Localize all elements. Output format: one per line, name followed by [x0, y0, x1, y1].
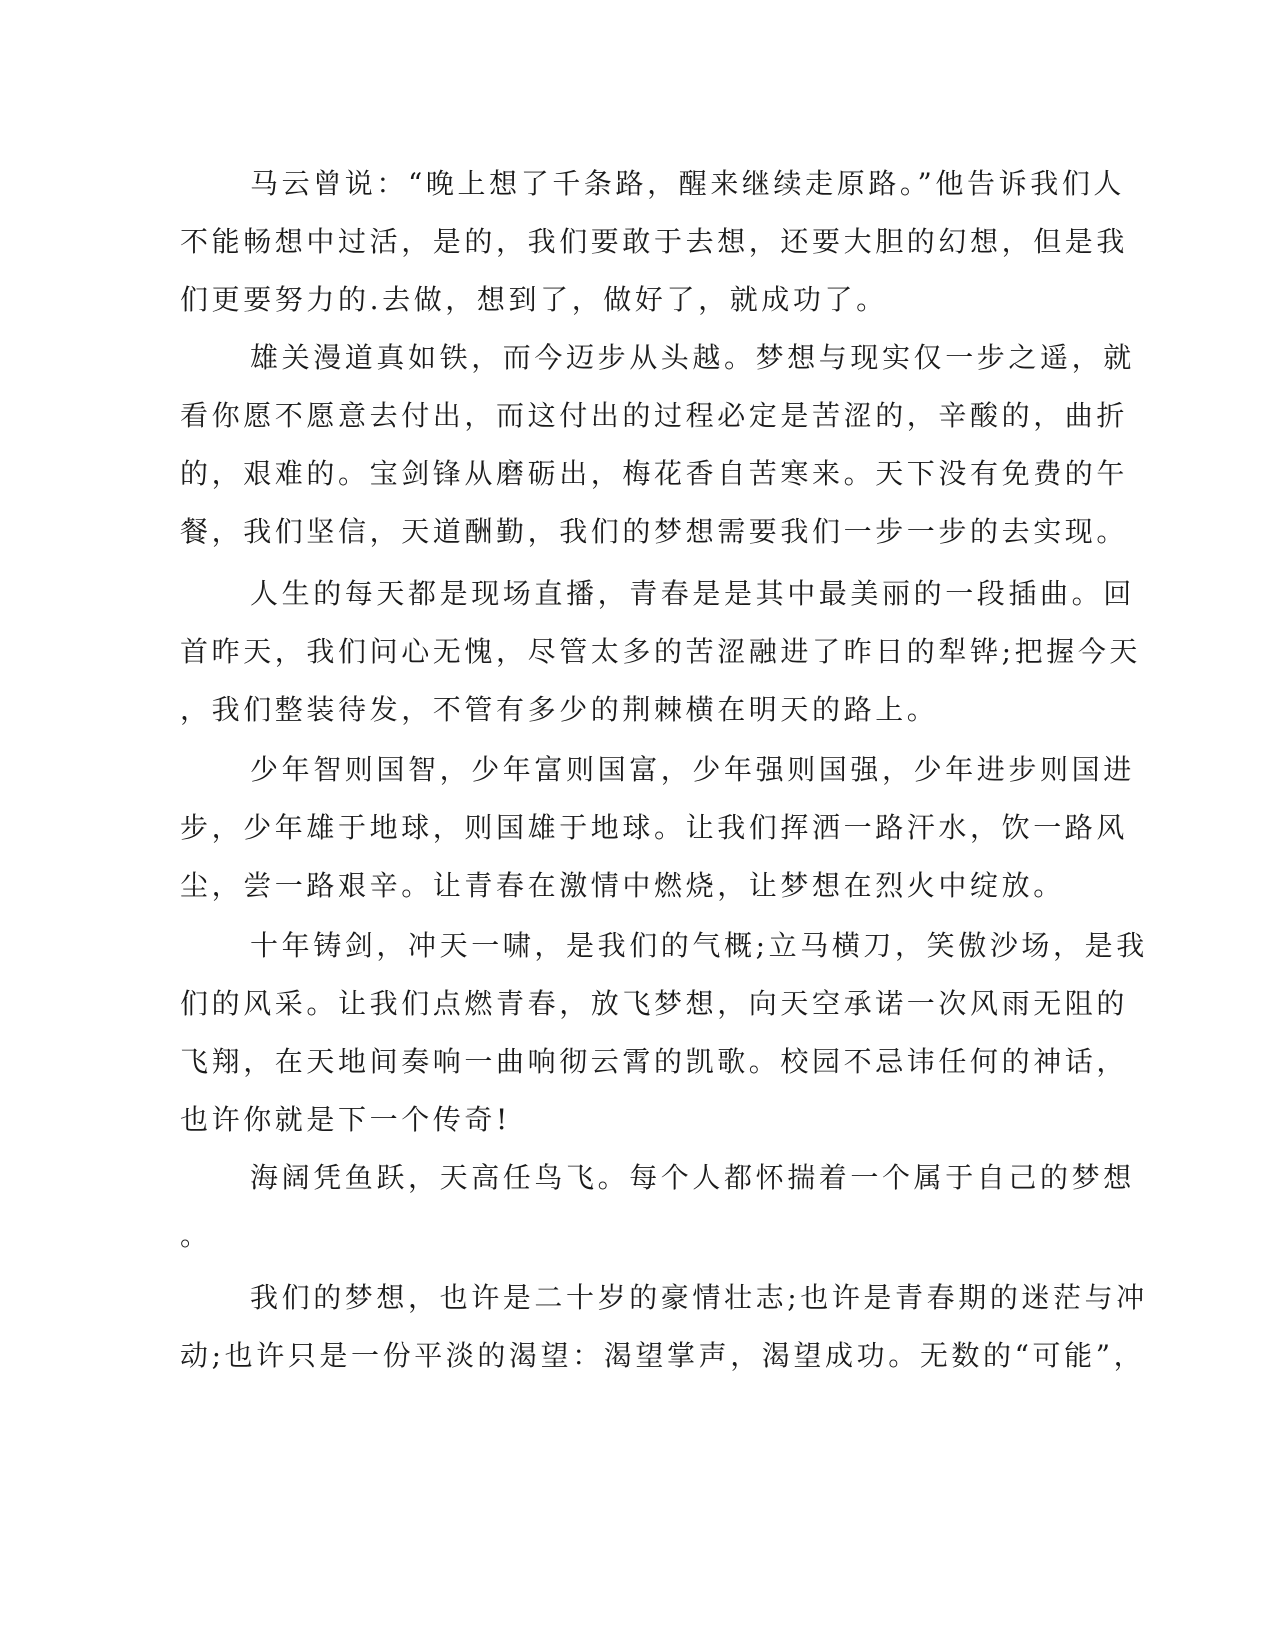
p5-line3: 飞翔，在天地间奏响一曲响彻云霄的凯歌。校园不忌讳任何的神话，	[180, 1045, 1129, 1078]
p2-line1: 雄关漫道真如铁，而今迈步从头越。梦想与现实仅一步之遥，就	[250, 341, 1135, 374]
p5-line1: 十年铸剑，冲天一啸，是我们的气概;立马横刀，笑傲沙场，是我	[250, 929, 1148, 962]
p5-line2: 们的风采。让我们点燃青春，放飞梦想，向天空承诺一次风雨无阻的	[180, 987, 1129, 1020]
p1-line2: 不能畅想中过活，是的，我们要敢于去想，还要大胆的幻想，但是我	[180, 225, 1129, 258]
p7-line1: 我们的梦想，也许是二十岁的豪情壮志;也许是青春期的迷茫与冲	[250, 1281, 1148, 1314]
p1-line1: 马云曾说：“晚上想了千条路，醒来继续走原路。”他告诉我们人	[250, 167, 1126, 200]
p2-line2: 看你愿不愿意去付出，而这付出的过程必定是苦涩的，辛酸的，曲折	[180, 399, 1129, 432]
p5-line4: 也许你就是下一个传奇!	[180, 1103, 511, 1136]
p4-line2: 步，少年雄于地球，则国雄于地球。让我们挥洒一路汗水，饮一路风	[180, 811, 1129, 844]
p3-line2: 首昨天，我们问心无愧，尽管太多的苦涩融进了昨日的犁铧;把握今天	[180, 635, 1142, 668]
p6-line2: 。	[180, 1219, 212, 1252]
p7-line2: 动;也许只是一份平淡的渴望：渴望掌声，渴望成功。无数的“可能”，	[180, 1339, 1146, 1372]
p2-line4: 餐，我们坚信，天道酬勤，我们的梦想需要我们一步一步的去实现。	[180, 515, 1129, 548]
p2-line3: 的，艰难的。宝剑锋从磨砺出，梅花香自苦寒来。天下没有免费的午	[180, 457, 1129, 490]
p4-line1: 少年智则国智，少年富则国富，少年强则国强，少年进步则国进	[250, 753, 1135, 786]
p3-line1: 人生的每天都是现场直播，青春是是其中最美丽的一段插曲。回	[250, 577, 1135, 610]
p6-line1: 海阔凭鱼跃，天高任鸟飞。每个人都怀揣着一个属于自己的梦想	[250, 1161, 1135, 1194]
p1-line3: 们更要努力的.去做，想到了，做好了，就成功了。	[180, 283, 888, 316]
p3-line3: ，我们整装待发，不管有多少的荆棘横在明天的路上。	[180, 693, 939, 726]
p4-line3: 尘，尝一路艰辛。让青春在激情中燃烧，让梦想在烈火中绽放。	[180, 869, 1065, 902]
